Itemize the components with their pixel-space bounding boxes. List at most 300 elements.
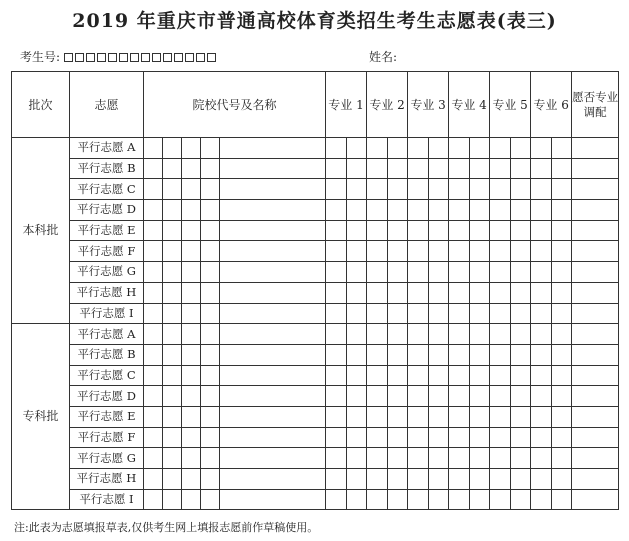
major-code-cell[interactable] bbox=[326, 427, 347, 448]
school-code-cell[interactable] bbox=[182, 344, 201, 365]
major-code-cell[interactable] bbox=[429, 179, 449, 200]
major-code-cell[interactable] bbox=[490, 179, 511, 200]
major-code-cell[interactable] bbox=[326, 200, 347, 221]
school-code-cell[interactable] bbox=[163, 469, 182, 490]
major-code-cell[interactable] bbox=[388, 262, 408, 283]
exam-number-digit-box[interactable] bbox=[185, 53, 194, 62]
major-code-cell[interactable] bbox=[367, 138, 388, 159]
major-code-cell[interactable] bbox=[552, 365, 572, 386]
major-code-cell[interactable] bbox=[552, 179, 572, 200]
major-code-cell[interactable] bbox=[326, 324, 347, 345]
school-code-cell[interactable] bbox=[144, 448, 163, 469]
school-code-cell[interactable] bbox=[163, 427, 182, 448]
major-code-cell[interactable] bbox=[347, 365, 367, 386]
major-code-cell[interactable] bbox=[429, 303, 449, 324]
major-code-cell[interactable] bbox=[347, 179, 367, 200]
major-code-cell[interactable] bbox=[449, 158, 470, 179]
major-code-cell[interactable] bbox=[388, 303, 408, 324]
major-code-cell[interactable] bbox=[490, 200, 511, 221]
major-code-cell[interactable] bbox=[490, 365, 511, 386]
major-code-cell[interactable] bbox=[367, 406, 388, 427]
major-code-cell[interactable] bbox=[326, 365, 347, 386]
major-code-cell[interactable] bbox=[490, 427, 511, 448]
major-code-cell[interactable] bbox=[388, 200, 408, 221]
exam-number-digit-box[interactable] bbox=[130, 53, 139, 62]
major-code-cell[interactable] bbox=[470, 241, 490, 262]
major-code-cell[interactable] bbox=[347, 138, 367, 159]
school-code-cell[interactable] bbox=[182, 427, 201, 448]
major-code-cell[interactable] bbox=[388, 179, 408, 200]
major-code-cell[interactable] bbox=[531, 282, 552, 303]
major-code-cell[interactable] bbox=[511, 158, 531, 179]
major-code-cell[interactable] bbox=[470, 386, 490, 407]
school-code-cell[interactable] bbox=[201, 138, 220, 159]
adjust-cell[interactable] bbox=[572, 469, 619, 490]
school-code-cell[interactable] bbox=[201, 469, 220, 490]
school-code-cell[interactable] bbox=[201, 406, 220, 427]
school-code-cell[interactable] bbox=[163, 303, 182, 324]
major-code-cell[interactable] bbox=[449, 282, 470, 303]
school-code-cell[interactable] bbox=[163, 448, 182, 469]
major-code-cell[interactable] bbox=[511, 262, 531, 283]
major-code-cell[interactable] bbox=[449, 448, 470, 469]
major-code-cell[interactable] bbox=[367, 344, 388, 365]
school-code-cell[interactable] bbox=[201, 158, 220, 179]
major-code-cell[interactable] bbox=[552, 469, 572, 490]
school-code-cell[interactable] bbox=[163, 365, 182, 386]
major-code-cell[interactable] bbox=[429, 344, 449, 365]
major-code-cell[interactable] bbox=[429, 324, 449, 345]
major-code-cell[interactable] bbox=[531, 220, 552, 241]
major-code-cell[interactable] bbox=[552, 241, 572, 262]
major-code-cell[interactable] bbox=[408, 262, 429, 283]
adjust-cell[interactable] bbox=[572, 365, 619, 386]
major-code-cell[interactable] bbox=[367, 179, 388, 200]
school-code-cell[interactable] bbox=[182, 365, 201, 386]
major-code-cell[interactable] bbox=[449, 489, 470, 510]
major-code-cell[interactable] bbox=[449, 303, 470, 324]
major-code-cell[interactable] bbox=[367, 303, 388, 324]
school-code-cell[interactable] bbox=[182, 469, 201, 490]
major-code-cell[interactable] bbox=[408, 241, 429, 262]
school-name-cell[interactable] bbox=[220, 158, 326, 179]
school-code-cell[interactable] bbox=[201, 489, 220, 510]
school-code-cell[interactable] bbox=[163, 220, 182, 241]
major-code-cell[interactable] bbox=[347, 158, 367, 179]
major-code-cell[interactable] bbox=[449, 262, 470, 283]
major-code-cell[interactable] bbox=[490, 406, 511, 427]
school-code-cell[interactable] bbox=[163, 241, 182, 262]
major-code-cell[interactable] bbox=[326, 448, 347, 469]
major-code-cell[interactable] bbox=[470, 138, 490, 159]
major-code-cell[interactable] bbox=[449, 220, 470, 241]
major-code-cell[interactable] bbox=[408, 489, 429, 510]
school-code-cell[interactable] bbox=[182, 241, 201, 262]
major-code-cell[interactable] bbox=[347, 448, 367, 469]
major-code-cell[interactable] bbox=[388, 406, 408, 427]
major-code-cell[interactable] bbox=[326, 241, 347, 262]
adjust-cell[interactable] bbox=[572, 179, 619, 200]
major-code-cell[interactable] bbox=[470, 427, 490, 448]
major-code-cell[interactable] bbox=[531, 200, 552, 221]
school-name-cell[interactable] bbox=[220, 406, 326, 427]
major-code-cell[interactable] bbox=[408, 344, 429, 365]
school-code-cell[interactable] bbox=[182, 448, 201, 469]
school-code-cell[interactable] bbox=[144, 282, 163, 303]
school-name-cell[interactable] bbox=[220, 386, 326, 407]
major-code-cell[interactable] bbox=[388, 427, 408, 448]
major-code-cell[interactable] bbox=[511, 303, 531, 324]
adjust-cell[interactable] bbox=[572, 200, 619, 221]
major-code-cell[interactable] bbox=[388, 158, 408, 179]
major-code-cell[interactable] bbox=[552, 282, 572, 303]
school-code-cell[interactable] bbox=[182, 220, 201, 241]
major-code-cell[interactable] bbox=[470, 303, 490, 324]
school-code-cell[interactable] bbox=[144, 469, 163, 490]
school-code-cell[interactable] bbox=[182, 489, 201, 510]
major-code-cell[interactable] bbox=[347, 469, 367, 490]
major-code-cell[interactable] bbox=[408, 303, 429, 324]
school-code-cell[interactable] bbox=[144, 406, 163, 427]
major-code-cell[interactable] bbox=[449, 365, 470, 386]
school-code-cell[interactable] bbox=[163, 179, 182, 200]
exam-number-digit-box[interactable] bbox=[141, 53, 150, 62]
major-code-cell[interactable] bbox=[408, 179, 429, 200]
major-code-cell[interactable] bbox=[490, 262, 511, 283]
school-code-cell[interactable] bbox=[163, 158, 182, 179]
exam-number-digit-box[interactable] bbox=[64, 53, 73, 62]
exam-number-digit-box[interactable] bbox=[152, 53, 161, 62]
major-code-cell[interactable] bbox=[429, 365, 449, 386]
school-name-cell[interactable] bbox=[220, 427, 326, 448]
school-code-cell[interactable] bbox=[201, 282, 220, 303]
major-code-cell[interactable] bbox=[470, 365, 490, 386]
school-code-cell[interactable] bbox=[201, 262, 220, 283]
major-code-cell[interactable] bbox=[326, 344, 347, 365]
major-code-cell[interactable] bbox=[347, 427, 367, 448]
major-code-cell[interactable] bbox=[347, 489, 367, 510]
major-code-cell[interactable] bbox=[511, 448, 531, 469]
major-code-cell[interactable] bbox=[347, 406, 367, 427]
major-code-cell[interactable] bbox=[490, 324, 511, 345]
school-name-cell[interactable] bbox=[220, 220, 326, 241]
major-code-cell[interactable] bbox=[470, 200, 490, 221]
school-code-cell[interactable] bbox=[144, 138, 163, 159]
major-code-cell[interactable] bbox=[552, 158, 572, 179]
school-name-cell[interactable] bbox=[220, 448, 326, 469]
major-code-cell[interactable] bbox=[511, 324, 531, 345]
major-code-cell[interactable] bbox=[531, 489, 552, 510]
major-code-cell[interactable] bbox=[388, 220, 408, 241]
school-code-cell[interactable] bbox=[182, 179, 201, 200]
adjust-cell[interactable] bbox=[572, 448, 619, 469]
major-code-cell[interactable] bbox=[511, 282, 531, 303]
school-code-cell[interactable] bbox=[144, 344, 163, 365]
major-code-cell[interactable] bbox=[326, 138, 347, 159]
school-code-cell[interactable] bbox=[144, 262, 163, 283]
major-code-cell[interactable] bbox=[511, 344, 531, 365]
major-code-cell[interactable] bbox=[367, 386, 388, 407]
major-code-cell[interactable] bbox=[470, 489, 490, 510]
school-code-cell[interactable] bbox=[144, 365, 163, 386]
school-code-cell[interactable] bbox=[201, 427, 220, 448]
major-code-cell[interactable] bbox=[408, 200, 429, 221]
adjust-cell[interactable] bbox=[572, 386, 619, 407]
major-code-cell[interactable] bbox=[470, 179, 490, 200]
adjust-cell[interactable] bbox=[572, 241, 619, 262]
major-code-cell[interactable] bbox=[347, 200, 367, 221]
major-code-cell[interactable] bbox=[511, 138, 531, 159]
school-code-cell[interactable] bbox=[144, 241, 163, 262]
school-code-cell[interactable] bbox=[201, 220, 220, 241]
school-code-cell[interactable] bbox=[144, 324, 163, 345]
adjust-cell[interactable] bbox=[572, 489, 619, 510]
major-code-cell[interactable] bbox=[470, 469, 490, 490]
major-code-cell[interactable] bbox=[408, 365, 429, 386]
adjust-cell[interactable] bbox=[572, 324, 619, 345]
major-code-cell[interactable] bbox=[531, 241, 552, 262]
school-name-cell[interactable] bbox=[220, 489, 326, 510]
adjust-cell[interactable] bbox=[572, 303, 619, 324]
major-code-cell[interactable] bbox=[490, 386, 511, 407]
school-code-cell[interactable] bbox=[163, 282, 182, 303]
major-code-cell[interactable] bbox=[449, 324, 470, 345]
school-code-cell[interactable] bbox=[201, 448, 220, 469]
school-code-cell[interactable] bbox=[182, 138, 201, 159]
exam-number-digit-box[interactable] bbox=[174, 53, 183, 62]
major-code-cell[interactable] bbox=[552, 344, 572, 365]
school-code-cell[interactable] bbox=[201, 179, 220, 200]
school-code-cell[interactable] bbox=[144, 489, 163, 510]
major-code-cell[interactable] bbox=[429, 282, 449, 303]
major-code-cell[interactable] bbox=[347, 262, 367, 283]
major-code-cell[interactable] bbox=[511, 386, 531, 407]
major-code-cell[interactable] bbox=[388, 241, 408, 262]
adjust-cell[interactable] bbox=[572, 262, 619, 283]
school-code-cell[interactable] bbox=[163, 324, 182, 345]
school-code-cell[interactable] bbox=[163, 138, 182, 159]
major-code-cell[interactable] bbox=[490, 158, 511, 179]
school-name-cell[interactable] bbox=[220, 282, 326, 303]
major-code-cell[interactable] bbox=[429, 386, 449, 407]
exam-number-digit-box[interactable] bbox=[119, 53, 128, 62]
school-code-cell[interactable] bbox=[144, 427, 163, 448]
school-name-cell[interactable] bbox=[220, 241, 326, 262]
adjust-cell[interactable] bbox=[572, 282, 619, 303]
major-code-cell[interactable] bbox=[511, 241, 531, 262]
major-code-cell[interactable] bbox=[511, 427, 531, 448]
major-code-cell[interactable] bbox=[429, 469, 449, 490]
major-code-cell[interactable] bbox=[552, 200, 572, 221]
major-code-cell[interactable] bbox=[347, 386, 367, 407]
major-code-cell[interactable] bbox=[367, 262, 388, 283]
major-code-cell[interactable] bbox=[552, 220, 572, 241]
major-code-cell[interactable] bbox=[388, 344, 408, 365]
major-code-cell[interactable] bbox=[408, 324, 429, 345]
major-code-cell[interactable] bbox=[449, 179, 470, 200]
major-code-cell[interactable] bbox=[429, 262, 449, 283]
major-code-cell[interactable] bbox=[367, 158, 388, 179]
major-code-cell[interactable] bbox=[449, 241, 470, 262]
major-code-cell[interactable] bbox=[531, 138, 552, 159]
adjust-cell[interactable] bbox=[572, 344, 619, 365]
school-name-cell[interactable] bbox=[220, 200, 326, 221]
exam-number-digit-box[interactable] bbox=[75, 53, 84, 62]
major-code-cell[interactable] bbox=[388, 386, 408, 407]
major-code-cell[interactable] bbox=[490, 489, 511, 510]
school-code-cell[interactable] bbox=[182, 262, 201, 283]
major-code-cell[interactable] bbox=[531, 448, 552, 469]
major-code-cell[interactable] bbox=[367, 282, 388, 303]
major-code-cell[interactable] bbox=[449, 200, 470, 221]
school-name-cell[interactable] bbox=[220, 303, 326, 324]
adjust-cell[interactable] bbox=[572, 406, 619, 427]
school-code-cell[interactable] bbox=[182, 282, 201, 303]
major-code-cell[interactable] bbox=[531, 427, 552, 448]
school-code-cell[interactable] bbox=[182, 303, 201, 324]
school-code-cell[interactable] bbox=[201, 324, 220, 345]
school-code-cell[interactable] bbox=[163, 262, 182, 283]
major-code-cell[interactable] bbox=[347, 324, 367, 345]
major-code-cell[interactable] bbox=[429, 200, 449, 221]
major-code-cell[interactable] bbox=[326, 406, 347, 427]
major-code-cell[interactable] bbox=[449, 469, 470, 490]
major-code-cell[interactable] bbox=[367, 220, 388, 241]
exam-number-digit-box[interactable] bbox=[86, 53, 95, 62]
adjust-cell[interactable] bbox=[572, 220, 619, 241]
exam-number-digit-box[interactable] bbox=[163, 53, 172, 62]
major-code-cell[interactable] bbox=[408, 220, 429, 241]
major-code-cell[interactable] bbox=[367, 365, 388, 386]
school-code-cell[interactable] bbox=[144, 179, 163, 200]
major-code-cell[interactable] bbox=[367, 324, 388, 345]
school-code-cell[interactable] bbox=[201, 241, 220, 262]
major-code-cell[interactable] bbox=[326, 282, 347, 303]
major-code-cell[interactable] bbox=[408, 448, 429, 469]
major-code-cell[interactable] bbox=[429, 427, 449, 448]
school-code-cell[interactable] bbox=[144, 303, 163, 324]
major-code-cell[interactable] bbox=[429, 241, 449, 262]
major-code-cell[interactable] bbox=[326, 469, 347, 490]
major-code-cell[interactable] bbox=[367, 200, 388, 221]
school-code-cell[interactable] bbox=[144, 200, 163, 221]
exam-number-digit-box[interactable] bbox=[196, 53, 205, 62]
school-code-cell[interactable] bbox=[163, 489, 182, 510]
school-name-cell[interactable] bbox=[220, 262, 326, 283]
major-code-cell[interactable] bbox=[531, 344, 552, 365]
school-code-cell[interactable] bbox=[201, 303, 220, 324]
major-code-cell[interactable] bbox=[470, 448, 490, 469]
school-code-cell[interactable] bbox=[144, 220, 163, 241]
major-code-cell[interactable] bbox=[429, 406, 449, 427]
major-code-cell[interactable] bbox=[388, 365, 408, 386]
major-code-cell[interactable] bbox=[429, 158, 449, 179]
major-code-cell[interactable] bbox=[326, 303, 347, 324]
major-code-cell[interactable] bbox=[552, 386, 572, 407]
major-code-cell[interactable] bbox=[490, 241, 511, 262]
major-code-cell[interactable] bbox=[552, 489, 572, 510]
major-code-cell[interactable] bbox=[511, 469, 531, 490]
exam-number-digit-box[interactable] bbox=[97, 53, 106, 62]
major-code-cell[interactable] bbox=[552, 427, 572, 448]
school-code-cell[interactable] bbox=[144, 386, 163, 407]
school-name-cell[interactable] bbox=[220, 344, 326, 365]
major-code-cell[interactable] bbox=[490, 344, 511, 365]
major-code-cell[interactable] bbox=[470, 158, 490, 179]
major-code-cell[interactable] bbox=[490, 220, 511, 241]
school-code-cell[interactable] bbox=[201, 365, 220, 386]
major-code-cell[interactable] bbox=[367, 469, 388, 490]
major-code-cell[interactable] bbox=[531, 262, 552, 283]
school-code-cell[interactable] bbox=[201, 200, 220, 221]
major-code-cell[interactable] bbox=[347, 282, 367, 303]
major-code-cell[interactable] bbox=[511, 406, 531, 427]
school-code-cell[interactable] bbox=[163, 386, 182, 407]
major-code-cell[interactable] bbox=[449, 386, 470, 407]
major-code-cell[interactable] bbox=[531, 303, 552, 324]
major-code-cell[interactable] bbox=[326, 262, 347, 283]
major-code-cell[interactable] bbox=[552, 448, 572, 469]
school-code-cell[interactable] bbox=[163, 200, 182, 221]
major-code-cell[interactable] bbox=[326, 220, 347, 241]
major-code-cell[interactable] bbox=[429, 138, 449, 159]
major-code-cell[interactable] bbox=[408, 386, 429, 407]
major-code-cell[interactable] bbox=[531, 406, 552, 427]
major-code-cell[interactable] bbox=[408, 469, 429, 490]
school-name-cell[interactable] bbox=[220, 138, 326, 159]
major-code-cell[interactable] bbox=[408, 427, 429, 448]
major-code-cell[interactable] bbox=[408, 158, 429, 179]
major-code-cell[interactable] bbox=[531, 179, 552, 200]
school-code-cell[interactable] bbox=[182, 386, 201, 407]
school-code-cell[interactable] bbox=[144, 158, 163, 179]
major-code-cell[interactable] bbox=[531, 324, 552, 345]
major-code-cell[interactable] bbox=[429, 448, 449, 469]
adjust-cell[interactable] bbox=[572, 427, 619, 448]
major-code-cell[interactable] bbox=[531, 386, 552, 407]
exam-number-digit-box[interactable] bbox=[108, 53, 117, 62]
major-code-cell[interactable] bbox=[347, 241, 367, 262]
major-code-cell[interactable] bbox=[470, 282, 490, 303]
major-code-cell[interactable] bbox=[470, 262, 490, 283]
major-code-cell[interactable] bbox=[388, 282, 408, 303]
major-code-cell[interactable] bbox=[347, 344, 367, 365]
major-code-cell[interactable] bbox=[531, 158, 552, 179]
major-code-cell[interactable] bbox=[388, 324, 408, 345]
major-code-cell[interactable] bbox=[408, 282, 429, 303]
major-code-cell[interactable] bbox=[347, 220, 367, 241]
major-code-cell[interactable] bbox=[490, 138, 511, 159]
major-code-cell[interactable] bbox=[408, 138, 429, 159]
major-code-cell[interactable] bbox=[470, 220, 490, 241]
major-code-cell[interactable] bbox=[531, 469, 552, 490]
major-code-cell[interactable] bbox=[449, 427, 470, 448]
school-code-cell[interactable] bbox=[201, 344, 220, 365]
school-code-cell[interactable] bbox=[163, 344, 182, 365]
major-code-cell[interactable] bbox=[470, 406, 490, 427]
major-code-cell[interactable] bbox=[367, 489, 388, 510]
school-code-cell[interactable] bbox=[182, 406, 201, 427]
major-code-cell[interactable] bbox=[490, 282, 511, 303]
school-code-cell[interactable] bbox=[182, 200, 201, 221]
major-code-cell[interactable] bbox=[388, 448, 408, 469]
major-code-cell[interactable] bbox=[429, 220, 449, 241]
major-code-cell[interactable] bbox=[552, 138, 572, 159]
school-name-cell[interactable] bbox=[220, 469, 326, 490]
major-code-cell[interactable] bbox=[326, 158, 347, 179]
major-code-cell[interactable] bbox=[408, 406, 429, 427]
major-code-cell[interactable] bbox=[511, 200, 531, 221]
